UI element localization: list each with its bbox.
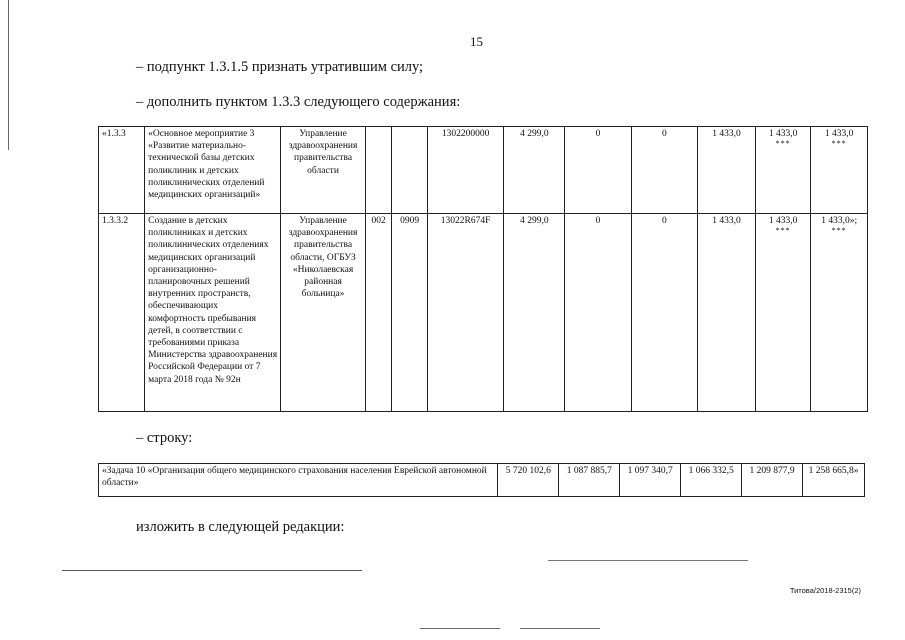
row-number: «1.3.3 — [99, 127, 145, 214]
table-row — [99, 214, 868, 412]
grbs-code — [365, 127, 392, 214]
amount-2021: 1 433,0 — [698, 214, 756, 412]
footnote-mark: *** — [831, 226, 847, 236]
task-value: 5 720 102,6 — [498, 464, 559, 497]
scan-line — [62, 570, 362, 571]
paragraph-add-item: – дополнить пунктом 1.3.3 следующего содержания: — [136, 94, 461, 110]
paragraph-new-edition: изложить в следующей редакции: — [136, 519, 345, 535]
amount-2020: 0 — [631, 127, 697, 214]
amount-2023-cell — [811, 127, 868, 214]
rzpr-code: 0909 — [392, 214, 427, 412]
total-amount: 4 299,0 — [504, 127, 565, 214]
activity-name: «Основное мероприятие 3 «Развитие материально-технической базы детских поликлиник и детских поликлинических отделений медицинских организаций» — [145, 127, 281, 214]
amount-2022-cell — [756, 214, 811, 412]
document-reference: Титова/2018-2315(2) — [789, 586, 861, 595]
table-row — [99, 464, 865, 497]
csr-code: 1302200000 — [427, 127, 504, 214]
amount-2023-cell — [811, 214, 868, 412]
scan-margin-line — [8, 0, 9, 150]
rzpr-code — [392, 127, 427, 214]
footnote-mark: *** — [775, 139, 791, 149]
footnote-mark: *** — [775, 226, 791, 236]
amount-2019: 0 — [565, 214, 631, 412]
grbs-code: 002 — [365, 214, 392, 412]
scan-line — [548, 560, 748, 561]
task-value: 1 097 340,7 — [620, 464, 681, 497]
amount-2023: 1 433,0»; — [821, 216, 858, 226]
paragraph-repeal: – подпункт 1.3.1.5 признать утратившим силу; — [136, 59, 424, 75]
task-value: 1 209 877,9 — [742, 464, 803, 497]
task-title: «Задача 10 «Организация общего медицинского страхования населения Еврейской автономной области» — [99, 464, 498, 497]
paragraph-row-label: – строку: — [136, 430, 193, 446]
activity-name: Создание в детских поликлиниках и детских поликлинических отделениях медицинских организаций организационно-планировочных решений внутренних пространств, обеспечивающих комфортность пребывания детей, в соответствии с требованиями приказа Министерства здравоохранения Российской Федерации от 7 марта 2018 года № 92н — [145, 214, 281, 412]
amount-2022: 1 433,0 — [768, 129, 798, 139]
amount-2021: 1 433,0 — [698, 127, 756, 214]
page-number: 15 — [470, 34, 483, 49]
executor: Управление здравоохранения правительства области, ОГБУЗ «Николаевская районная больница» — [281, 214, 365, 412]
scan-line — [520, 628, 600, 629]
task-value: 1 087 885,7 — [559, 464, 620, 497]
task-row-table — [98, 463, 865, 497]
amount-2020: 0 — [631, 214, 697, 412]
footnote-mark: *** — [831, 139, 847, 149]
table-row — [99, 127, 868, 214]
executor: Управление здравоохранения правительства области — [281, 127, 365, 214]
amount-2022: 1 433,0 — [768, 216, 798, 226]
amount-2023: 1 433,0 — [824, 129, 854, 139]
scan-line — [420, 628, 500, 629]
amount-2022-cell — [756, 127, 811, 214]
csr-code: 13022R674F — [427, 214, 504, 412]
amount-2019: 0 — [565, 127, 631, 214]
row-number: 1.3.3.2 — [99, 214, 145, 412]
task-value: 1 258 665,8» — [803, 464, 865, 497]
activities-table — [98, 126, 868, 412]
total-amount: 4 299,0 — [504, 214, 565, 412]
task-value: 1 066 332,5 — [681, 464, 742, 497]
